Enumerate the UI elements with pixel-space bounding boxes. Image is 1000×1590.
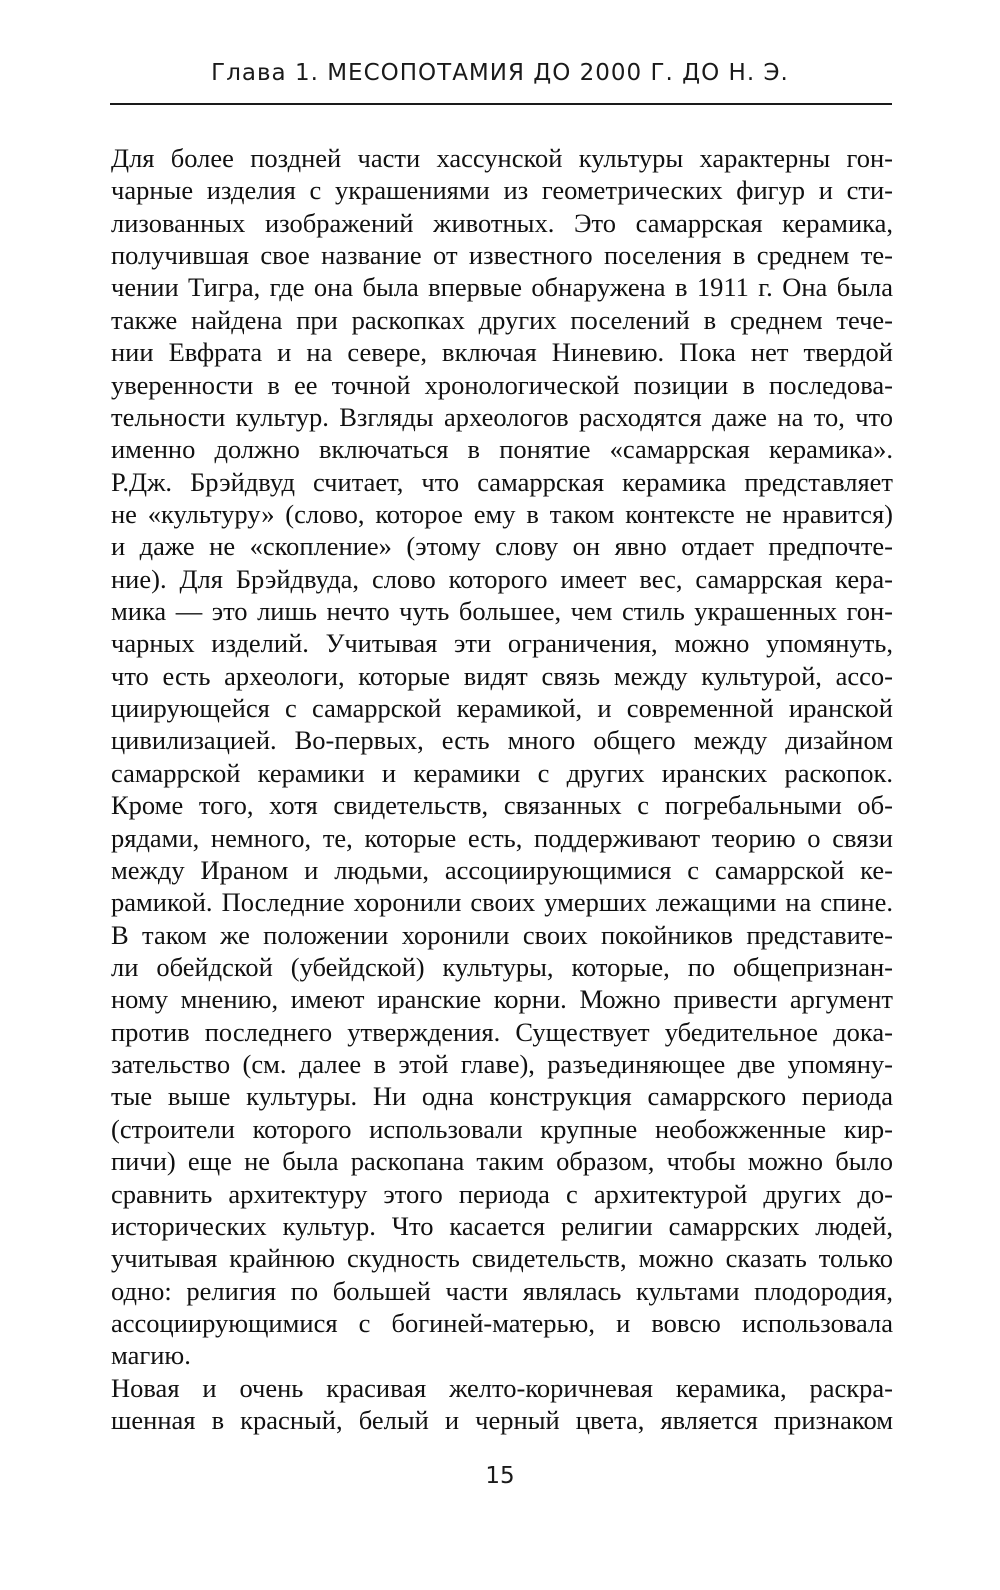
text-line: ли обейдской (убейдской) культуры, которые, по общепризнан- bbox=[111, 951, 893, 982]
text-line: циирующейся с самаррской керамикой, и современной иранской bbox=[111, 693, 893, 724]
text-line: именно должно включаться в понятие «самаррская керамика». bbox=[111, 434, 893, 465]
paragraph-list bbox=[111, 142, 893, 1436]
text-line: чарных изделий. Учитывая эти ограничения, можно упомянуть, bbox=[111, 628, 893, 659]
text-line: также найдена при раскопках других поселений в среднем тече- bbox=[111, 304, 893, 335]
text-line: ассоциирующимися с богиней-матерью, и вовсю использовала bbox=[111, 1307, 893, 1338]
text-line: Р.Дж. Брэйдвуд считает, что самаррская керамика представляет bbox=[111, 466, 893, 497]
text-line: исторических культур. Что касается религии самаррских людей, bbox=[111, 1210, 893, 1241]
text-line: учитывая крайнюю скудность свидетельств, можно сказать только bbox=[111, 1243, 893, 1274]
text-line: ние). Для Брэйдвуда, слово которого имеет вес, самаррская кера- bbox=[111, 563, 893, 594]
text-line: не «культуру» (слово, которое ему в таком контексте не нравится) bbox=[111, 498, 893, 529]
page-number: 15 bbox=[485, 1463, 515, 1489]
paragraph bbox=[111, 142, 893, 1372]
text-line: самаррской керамики и керамики с других иранских раскопок. bbox=[111, 757, 893, 788]
text-line: против последнего утверждения. Существует убедительное дока- bbox=[111, 1016, 893, 1047]
running-header: Глава 1. МЕСОПОТАМИЯ ДО 2000 Г. ДО Н. Э. bbox=[211, 60, 789, 86]
text-line: рамикой. Последние хоронили своих умерших лежащими на спине. bbox=[111, 887, 893, 918]
text-line: уверенности в ее точной хронологической позиции в последова- bbox=[111, 369, 893, 400]
text-line: рядами, немного, те, которые есть, поддерживают теорию о связи bbox=[111, 822, 893, 853]
text-line: В таком же положении хоронили своих покойников представите- bbox=[111, 919, 893, 950]
text-line: шенная в красный, белый и черный цвета, является признаком bbox=[111, 1405, 893, 1436]
text-line: и даже не «скопление» (этому слову он явно отдает предпочте- bbox=[111, 531, 893, 562]
text-line: Новая и очень красивая желто-коричневая керамика, раскра- bbox=[111, 1372, 893, 1403]
text-line: ному мнению, имеют иранские корни. Можно привести аргумент bbox=[111, 984, 893, 1015]
text-line: что есть археологи, которые видят связь между культурой, ассо- bbox=[111, 660, 893, 691]
text-line: пичи) еще не была раскопана таким образом, чтобы можно было bbox=[111, 1146, 893, 1177]
text-line: чарные изделия с украшениями из геометрических фигур и сти- bbox=[111, 175, 893, 206]
text-line: одно: религия по большей части являлась культами плодородия, bbox=[111, 1275, 893, 1306]
text-line: тельности культур. Взгляды археологов расходятся даже на то, что bbox=[111, 401, 893, 432]
text-line: мика — это лишь нечто чуть большее, чем стиль украшенных гон- bbox=[111, 596, 893, 627]
header-rule bbox=[110, 103, 892, 105]
text-line: чении Тигра, где она была впервые обнаружена в 1911 г. Она была bbox=[111, 272, 893, 303]
text-line: цивилизацией. Во-первых, есть много общего между дизайном bbox=[111, 725, 893, 756]
text-line: сравнить архитектуру этого периода с архитектурой других до- bbox=[111, 1178, 893, 1209]
text-line: между Ираном и людьми, ассоциирующимися с самаррской ке- bbox=[111, 854, 893, 885]
text-line: лизованных изображений животных. Это самаррская керамика, bbox=[111, 207, 893, 238]
body-text bbox=[111, 142, 893, 1436]
text-line: (строители которого использовали крупные необожженные кир- bbox=[111, 1113, 893, 1144]
text-line: зательство (см. далее в этой главе), разъединяющее две упомяну- bbox=[111, 1049, 893, 1080]
text-line: тые выше культуры. Ни одна конструкция самаррского периода bbox=[111, 1081, 893, 1112]
text-line: Для более поздней части хассунской культуры характерны гон- bbox=[111, 143, 893, 173]
paragraph bbox=[111, 1372, 893, 1437]
text-line: Кроме того, хотя свидетельств, связанных с погребальными об- bbox=[111, 790, 893, 821]
text-line: магию. bbox=[111, 1340, 191, 1371]
text-line: получившая свое название от известного поселения в среднем те- bbox=[111, 240, 893, 271]
text-line: нии Евфрата и на севере, включая Ниневию. Пока нет твердой bbox=[111, 337, 893, 368]
